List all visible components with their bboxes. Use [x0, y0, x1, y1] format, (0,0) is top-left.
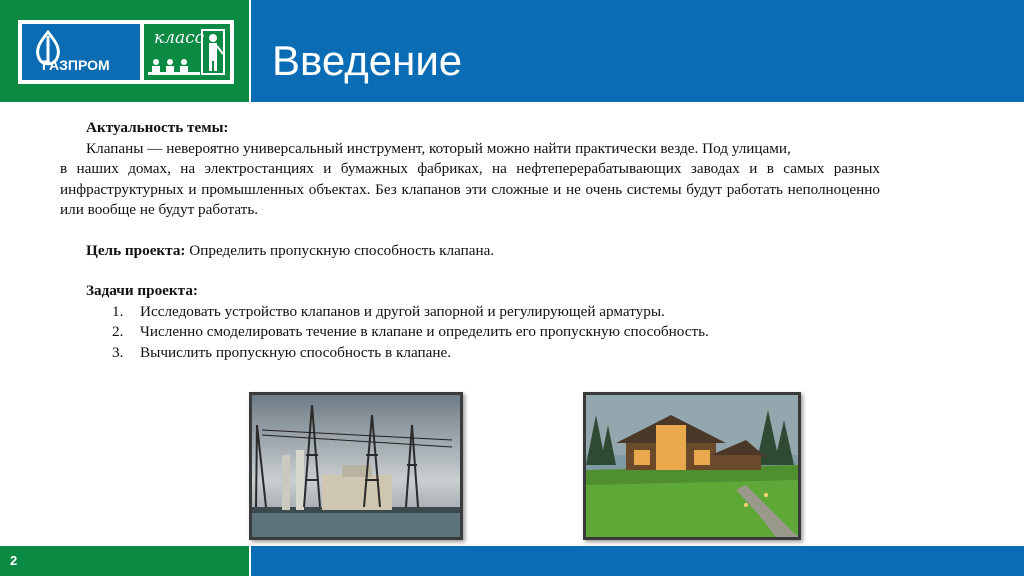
- goal-label: Цель проекта:: [86, 241, 186, 259]
- page-number: 2: [10, 553, 18, 568]
- list-item: 2. Численно смоделировать течение в клапане и определить его пропускную способность.: [112, 323, 709, 340]
- gazprom-logo-text: ГАЗПРОМ: [42, 57, 110, 73]
- slide-content: [60, 118, 880, 363]
- tasks-list: [60, 302, 880, 364]
- footer-green-band: [0, 546, 249, 576]
- list-item: 1. Исследовать устройство клапанов и другой запорной и регулирующей арматуры.: [112, 302, 665, 320]
- tasks-heading: Задачи проекта:: [86, 282, 198, 299]
- goal-line: [60, 241, 880, 262]
- goal-text: Определить пропускную способность клапана.: [185, 241, 495, 259]
- classroom-icon: [144, 24, 230, 80]
- footer-blue-band: [251, 546, 1024, 576]
- house-photo: [583, 392, 801, 540]
- relevance-heading: Актуальность темы:: [86, 119, 229, 136]
- logo: [18, 20, 234, 84]
- header-divider: [249, 0, 251, 102]
- relevance-first-line: Клапаны — невероятно универсальный инструмент, который можно найти практически везде. Под улицами,: [86, 139, 791, 157]
- relevance-text: в наших домах, на электростанциях и бумажных фабриках, на нефтеперерабатывающих заводах и в самых разных инфраструктурных и промышленных объектах. Без клапанов эти сложные и не очень системы будут работать неполноценно или вообще не будут работать.: [60, 160, 880, 218]
- list-item: 3. Вычислить пропускную способность в клапане.: [112, 343, 452, 361]
- klass-logo: [144, 24, 230, 80]
- klass-logo-text: класс: [154, 28, 205, 48]
- power-plant-photo: [249, 392, 463, 540]
- page-title: Введение: [272, 37, 463, 84]
- gazprom-logo: [22, 24, 140, 80]
